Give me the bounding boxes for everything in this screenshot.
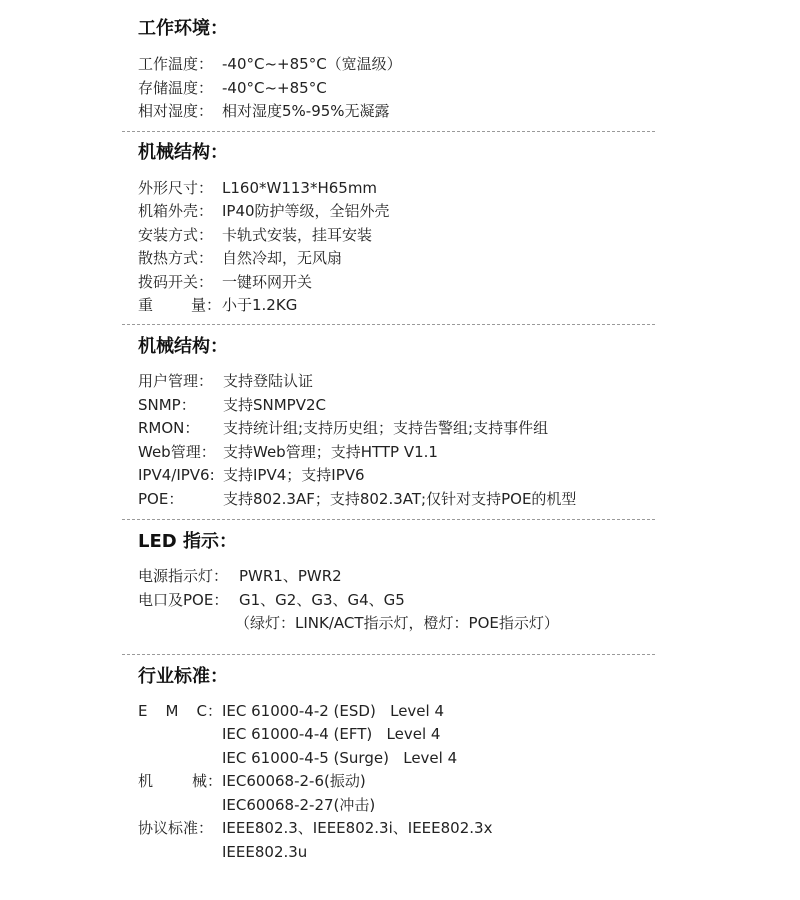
- spec-row-emc: [138, 701, 445, 721]
- spec-row-humidity: [138, 101, 390, 121]
- spec-row-user-management: [138, 371, 314, 391]
- spec-row-ip: [138, 465, 365, 485]
- spec-row-storage-temp: [138, 78, 327, 98]
- spec-label: SNMP：: [138, 396, 196, 414]
- spec-label: 外形尺寸：: [138, 179, 214, 197]
- spec-value: IEC 61000-4-5 (Surge) Level 4: [222, 749, 458, 767]
- led-title: LED 指示：: [138, 531, 237, 552]
- spec-row-power-led: [138, 566, 342, 586]
- spec-value: 一键环网开关: [222, 273, 313, 291]
- spec-row-weight: [138, 295, 298, 315]
- spec-label: [138, 295, 206, 315]
- spec-label: 安装方式：: [138, 226, 214, 244]
- spec-label-char: 机: [138, 772, 154, 790]
- spec-row-dimensions: [138, 178, 378, 198]
- mechanical-section: [138, 142, 658, 314]
- spec-label: 存储温度：: [138, 79, 214, 97]
- spec-row-snmp: [138, 395, 327, 415]
- spec-label: 散热方式：: [138, 249, 214, 267]
- spec-value: L160*W113*H65mm: [222, 179, 378, 197]
- spec-value: （绿灯：LINK/ACT指示灯，橙灯：POE指示灯）: [235, 614, 559, 632]
- spec-label-colon: ：: [207, 702, 223, 720]
- spec-value: 小于1.2KG: [222, 296, 298, 314]
- spec-label-char: 械: [191, 772, 207, 790]
- spec-label: RMON：: [138, 419, 200, 437]
- spec-row-web: [138, 442, 438, 462]
- spec-label: 相对湿度：: [138, 102, 214, 120]
- spec-row-protocol: [138, 818, 493, 838]
- spec-value: IEEE802.3u: [222, 843, 308, 861]
- spec-value: 自然冷却，无风扇: [222, 249, 343, 267]
- spec-value: 支持802.3AF；支持802.3AT;仅针对支持POE的机型: [223, 490, 577, 508]
- spec-value: 支持SNMPV2C: [223, 396, 327, 414]
- management-title: 机械结构：: [138, 336, 228, 357]
- spec-label: IPV4/IPV6:: [138, 466, 215, 484]
- spec-label: 机箱外壳：: [138, 202, 214, 220]
- spec-value: G1、G2、G3、G4、G5: [239, 591, 405, 609]
- spec-label: 电源指示灯：: [138, 567, 229, 585]
- spec-label: 用户管理：: [138, 372, 214, 390]
- spec-label-char: M: [165, 702, 179, 720]
- spec-value: 卡轨式安装，挂耳安装: [222, 226, 373, 244]
- spec-label: Web管理：: [138, 443, 216, 461]
- spec-value: 相对湿度5%-95%无凝露: [222, 102, 390, 120]
- standards-title: 行业标准：: [138, 666, 228, 687]
- spec-row-cooling: [138, 248, 343, 268]
- standards-section: [138, 666, 658, 861]
- spec-value: IEEE802.3、IEEE802.3i、IEEE802.3x: [222, 819, 493, 837]
- spec-value: IP40防护等级，全铝外壳: [222, 202, 390, 220]
- spec-label-char: 量: [190, 296, 206, 314]
- spec-row-mechanical-std: [138, 771, 366, 791]
- section-divider: [122, 654, 655, 655]
- section-divider: [122, 324, 655, 325]
- spec-value: IEC60068-2-27(冲击): [222, 796, 376, 814]
- spec-row-mounting: [138, 225, 373, 245]
- management-section: [138, 336, 658, 508]
- spec-label-colon: ：: [207, 772, 223, 790]
- mechanical-title: 机械结构：: [138, 142, 228, 163]
- spec-label-char: E: [138, 702, 148, 720]
- spec-value: 支持IPV4；支持IPV6: [223, 466, 365, 484]
- spec-label: 协议标准：: [138, 819, 214, 837]
- spec-value: 支持统计组;支持历史组；支持告警组;支持事件组: [223, 419, 549, 437]
- environment-section: [138, 18, 658, 120]
- spec-label: 电口及POE：: [138, 591, 229, 609]
- spec-value: -40°C~+85°C: [222, 79, 327, 97]
- spec-value: IEC60068-2-6(振动): [222, 772, 366, 790]
- spec-row-poe: [138, 489, 577, 509]
- section-divider: [122, 131, 655, 132]
- spec-label: 工作温度：: [138, 55, 214, 73]
- spec-row-rmon: [138, 418, 549, 438]
- spec-row-enclosure: [138, 201, 390, 221]
- spec-label: POE：: [138, 490, 184, 508]
- spec-value: 支持Web管理；支持HTTP V1.1: [223, 443, 438, 461]
- spec-label: [138, 771, 207, 791]
- spec-label: [138, 701, 207, 721]
- spec-row-dip-switch: [138, 272, 313, 292]
- spec-label-colon: ：: [206, 296, 222, 314]
- spec-row-port-led: [138, 590, 405, 610]
- spec-label: 拨码开关：: [138, 273, 214, 291]
- spec-label-char: C: [196, 702, 207, 720]
- led-section: [138, 531, 658, 632]
- spec-value: PWR1、PWR2: [239, 567, 342, 585]
- spec-value: -40°C~+85°C（宽温级）: [222, 55, 402, 73]
- environment-title: 工作环境：: [138, 18, 228, 39]
- spec-value: IEC 61000-4-4 (EFT) Level 4: [222, 725, 441, 743]
- spec-label-char: 重: [138, 296, 154, 314]
- section-divider: [122, 519, 655, 520]
- spec-value: IEC 61000-4-2 (ESD) Level 4: [222, 702, 445, 720]
- spec-row-operating-temp: [138, 54, 402, 74]
- spec-value: 支持登陆认证: [223, 372, 314, 390]
